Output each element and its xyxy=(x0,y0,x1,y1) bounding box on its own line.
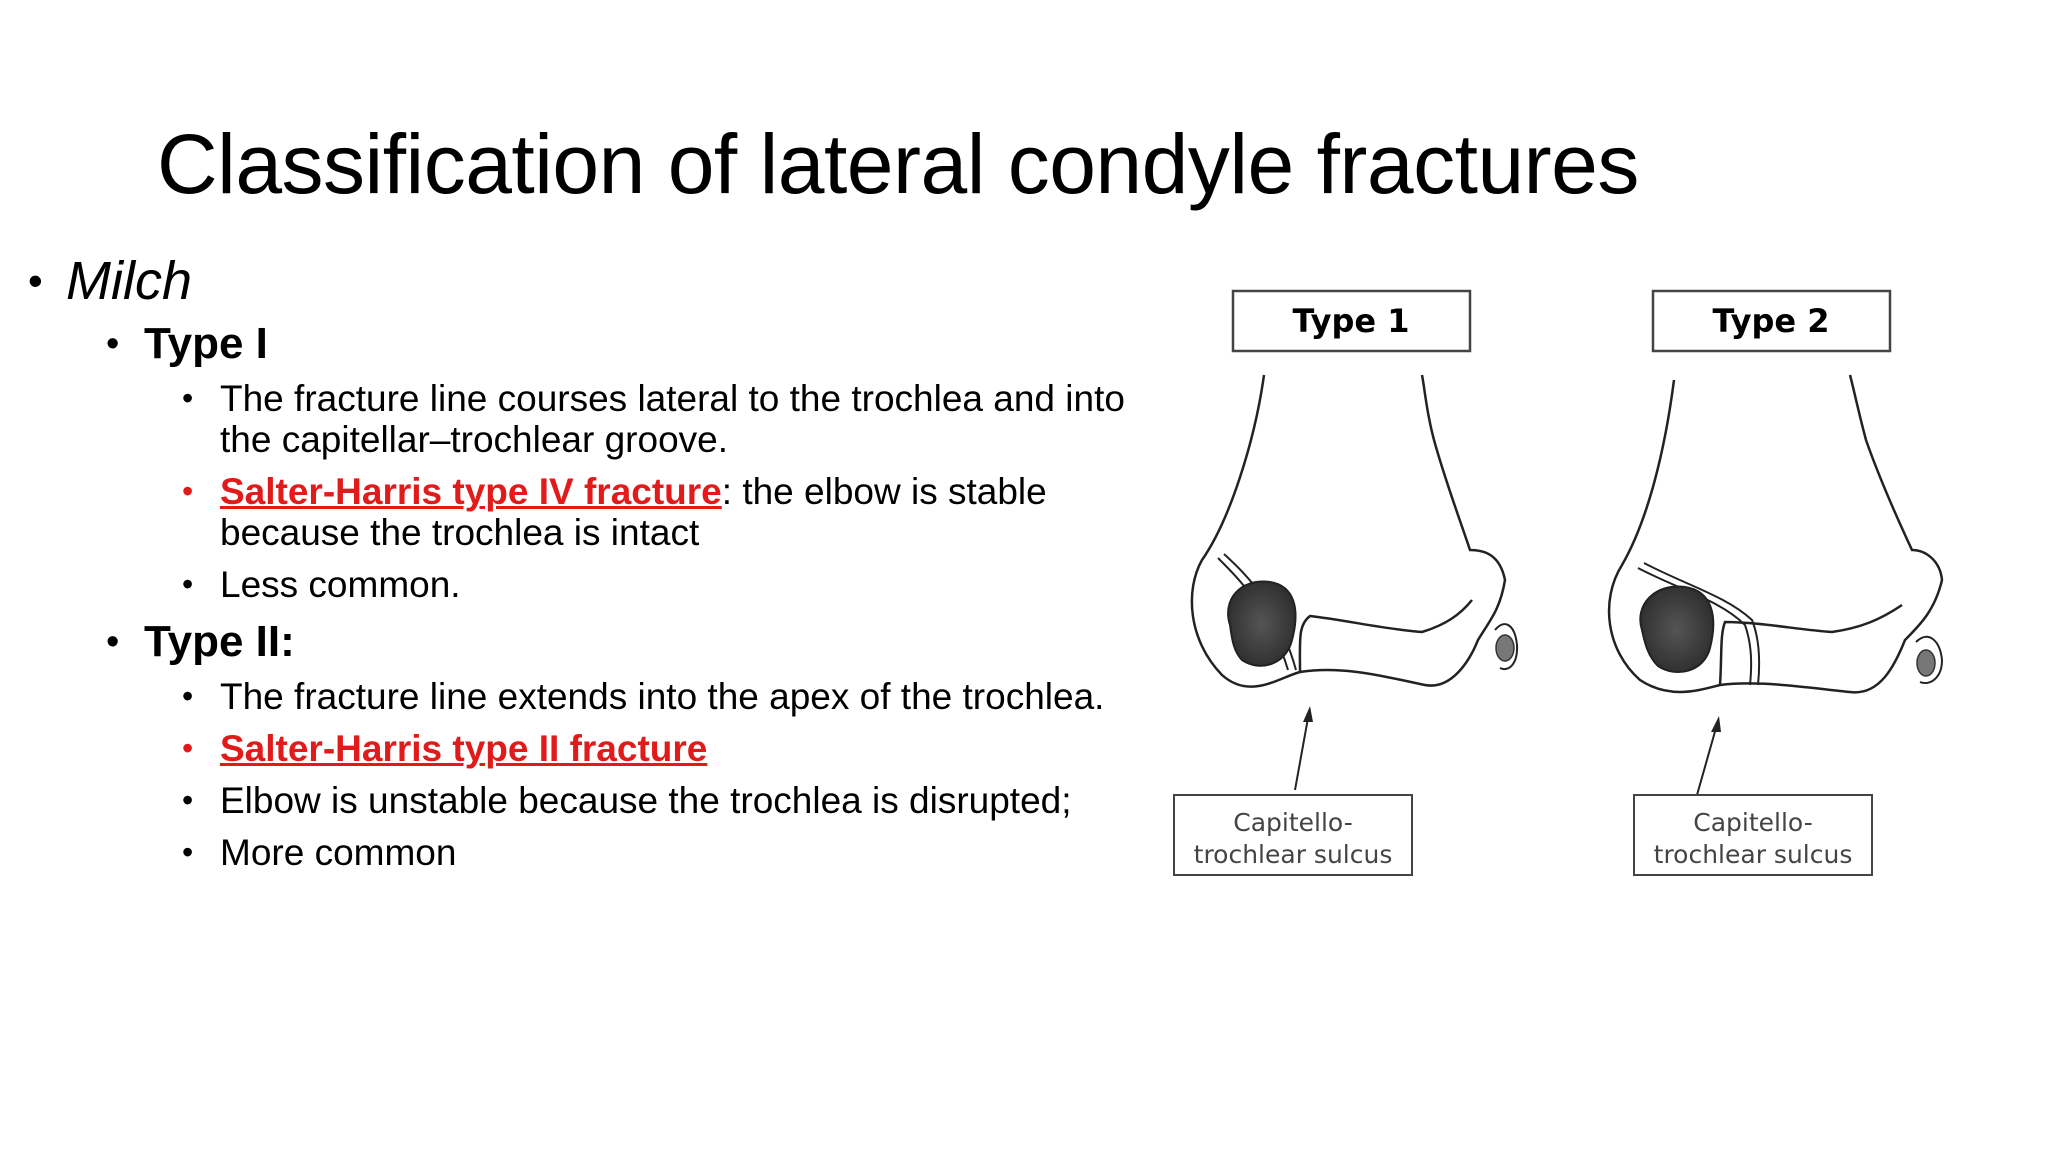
type2-label: Type 2 xyxy=(1712,302,1830,340)
sulcus-arrow xyxy=(1697,728,1716,795)
fracture-diagram xyxy=(1160,280,1980,900)
bullet-dot: • xyxy=(182,834,194,870)
bullet-dot: • xyxy=(182,730,194,766)
sulcus-arrow xyxy=(1295,718,1308,790)
bullet-type2-line1 xyxy=(28,676,1138,717)
bullet-dot: • xyxy=(182,473,194,509)
type2-description: The fracture line extends into the apex of the trochlea. xyxy=(220,676,1105,717)
bullet-type1-salter-harris xyxy=(28,471,1138,553)
bullet-dot: • xyxy=(182,678,194,714)
bullet-type1-line1 xyxy=(28,378,1138,460)
sulcus-label-line1: Capitello- xyxy=(1233,808,1353,837)
bullet-dot: • xyxy=(182,380,194,416)
bullet-dot: • xyxy=(182,782,194,818)
sulcus-label-line1: Capitello- xyxy=(1693,808,1813,837)
trochlea-outline xyxy=(1300,600,1472,672)
bullet-dot: • xyxy=(106,323,120,365)
salter-harris-iv-text: : the elbow is stable because the trochlea is intact xyxy=(220,471,1047,553)
bullet-type2-heading xyxy=(28,616,1138,668)
salter-harris-ii-link[interactable]: Salter-Harris type II fracture xyxy=(220,728,708,769)
type2-heading: Type II: xyxy=(144,617,295,666)
type1-diagram xyxy=(1174,291,1517,875)
sulcus-label-line2: trochlear sulcus xyxy=(1653,840,1853,869)
arrow-head xyxy=(1303,706,1313,722)
salter-harris-iv-link[interactable]: Salter-Harris type IV fracture xyxy=(220,471,722,512)
bullet-list xyxy=(28,250,1138,884)
type1-heading: Type I xyxy=(144,319,268,368)
capitellum xyxy=(1640,587,1713,672)
sulcus-label-line2: trochlear sulcus xyxy=(1193,840,1393,869)
epicondyle xyxy=(1917,650,1935,676)
fracture-diagram-svg xyxy=(1160,280,1980,900)
type1-label: Type 1 xyxy=(1292,302,1410,340)
capitellum xyxy=(1228,582,1295,666)
type2-stability: Elbow is unstable because the trochlea is disrupted; xyxy=(220,780,1072,821)
type2-frequency: More common xyxy=(220,832,457,873)
bullet-type1-heading xyxy=(28,318,1138,370)
bullet-type2-line4 xyxy=(28,832,1138,873)
bullet-type2-salter-harris xyxy=(28,728,1138,769)
milch-label: Milch xyxy=(66,251,193,311)
slide-title: Classification of lateral condyle fractures xyxy=(157,117,1639,211)
type1-description: The fracture line courses lateral to the trochlea and into the capitellar–trochlear groove. xyxy=(220,378,1125,460)
bullet-dot: • xyxy=(182,566,194,602)
bullet-dot: • xyxy=(106,621,120,663)
type1-frequency: Less common. xyxy=(220,564,461,605)
type2-diagram xyxy=(1609,291,1942,875)
bullet-type1-line3 xyxy=(28,564,1138,605)
bullet-milch xyxy=(28,250,1138,312)
bullet-dot: • xyxy=(28,257,43,304)
epicondyle xyxy=(1496,635,1514,661)
bullet-type2-line3 xyxy=(28,780,1138,821)
arrow-head xyxy=(1711,716,1721,732)
